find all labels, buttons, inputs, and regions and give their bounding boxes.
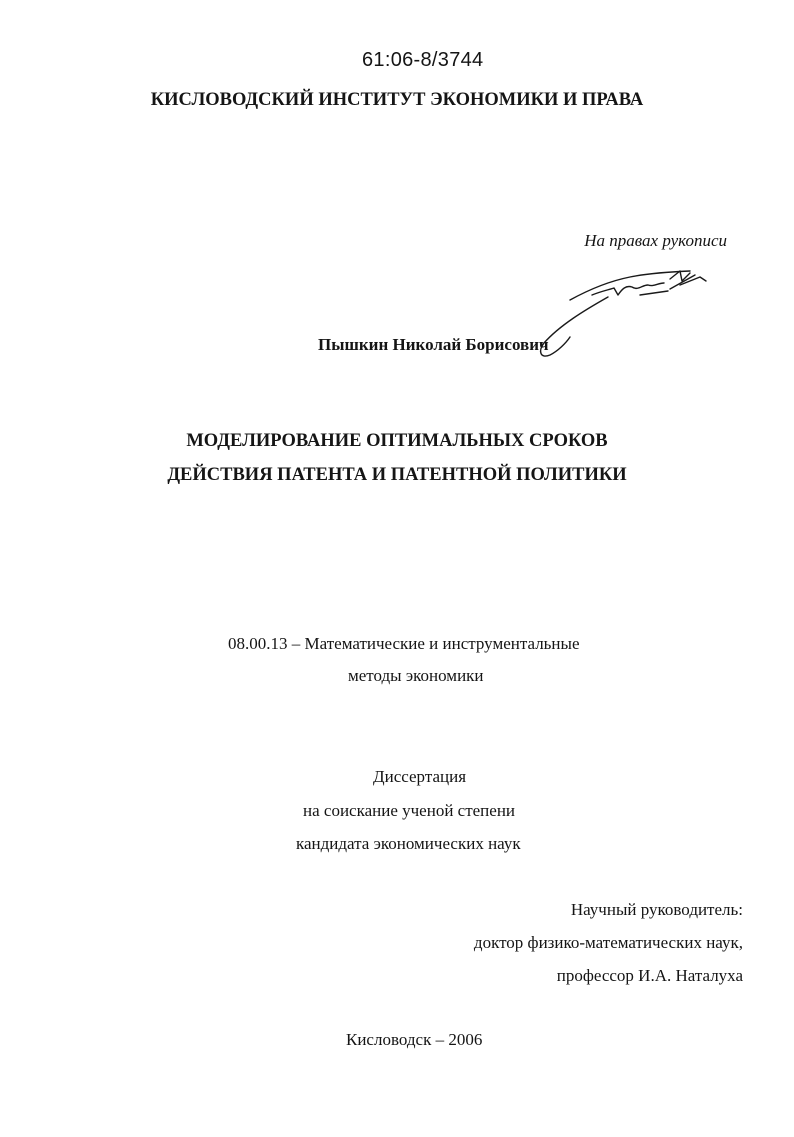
- manuscript-rights-note: На правах рукописи: [584, 231, 727, 250]
- supervisor-heading: Научный руководитель:: [570, 900, 743, 919]
- degree-line-1: на соискание ученой степени: [303, 801, 516, 820]
- specialty-line-2: методы экономики: [348, 666, 484, 685]
- supervisor-degree: доктор физико-математических наук,: [473, 933, 743, 952]
- supervisor-name: профессор И.А. Наталуха: [556, 966, 743, 985]
- dissertation-label: Диссертация: [373, 767, 467, 786]
- thesis-title-line-2: ДЕЙСТВИЯ ПАТЕНТА И ПАТЕНТНОЙ ПОЛИТИКИ: [167, 465, 627, 485]
- author-name: Пышкин Николай Борисович: [318, 335, 549, 354]
- thesis-title-line-1: МОДЕЛИРОВАНИЕ ОПТИМАЛЬНЫХ СРОКОВ: [186, 431, 608, 451]
- city-year: Кисловодск – 2006: [346, 1030, 483, 1049]
- specialty-line-1: 08.00.13 – Математические и инструментальные: [228, 634, 580, 653]
- institute-name: КИСЛОВОДСКИЙ ИНСТИТУТ ЭКОНОМИКИ И ПРАВА: [150, 90, 644, 110]
- degree-line-2: кандидата экономических наук: [296, 834, 521, 853]
- archive-code: 61:06-8/3744: [362, 49, 484, 71]
- signature: [530, 255, 720, 365]
